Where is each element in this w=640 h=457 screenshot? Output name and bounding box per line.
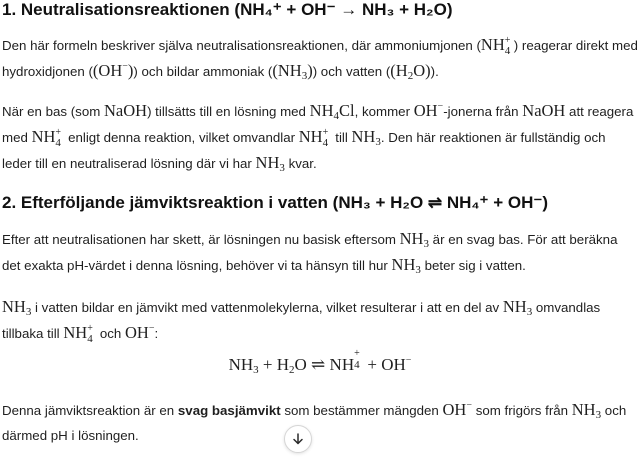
math-nh4cl: $NH_4Cl$ xyxy=(309,101,355,122)
math-ammonia: $NH_3$ xyxy=(351,127,381,148)
arrow-down-icon xyxy=(291,432,305,446)
math-ammonium: NH + 4 xyxy=(31,127,62,149)
math-naoh: NaOH xyxy=(103,101,148,120)
math-naoh: NaOH xyxy=(522,101,566,120)
section-heading-equilibrium: 2. Efterföljande jämviktsreaktion i vatten (NH₃ + H₂O ⇌ NH₄⁺ + OH⁻) xyxy=(2,193,548,212)
math-hydroxide: OH− xyxy=(413,101,444,120)
paragraph-neutralization-description: Den här formeln beskriver själva neutralisationsreaktionen, där ammoniumjonen (NH + 4 ) reagerar direkt med hydroxidjonen ((OH−)) och bildar ammoniak $((NH_3))$ och vatten $((H_2O))$. xyxy=(2,35,638,82)
paragraph-after-neutralization: Efter att neutralisationen har skett, är lösningen nu basisk eftersom $NH_3$ är en svag bas. För att beräkna det exakta pH-värdet i denna lösning, behöver vi ta hänsyn till hur $NH_3$ beter sig i vatten. xyxy=(2,229,618,276)
math-ammonia: $NH_3$ xyxy=(2,297,32,318)
equilibrium-equation: $NH_3 + H_2O$ ⇌ NH + 4 + OH− xyxy=(228,348,412,376)
paragraph-base-addition: När en bas (som NaOH) tillsätts till en lösning med $NH_4Cl$, kommer OH−-jonerna från NaOH att reagera med NH + 4 enligt denna reaktion, vilket omvandlar NH + 4 till $NH_3$. Den här reaktionen är fullständig och leder till en neutraliserad lösning där vi har $NH_3$ kvar. xyxy=(2,101,634,174)
math-hydroxide: (OH−) xyxy=(92,61,134,80)
scroll-to-bottom-button[interactable] xyxy=(284,425,312,453)
paragraph-weak-base-equilibrium: Denna jämviktsreaktion är en svag basjämvikt som bestämmer mängden OH− som frigörs från $NH_3$ och därmed pH i lösningen. xyxy=(2,400,627,443)
math-ammonia: $NH_3$ xyxy=(571,400,602,421)
math-ammonia: $(NH_3)$ xyxy=(272,61,313,82)
math-water: $(H_2O)$ xyxy=(390,61,431,82)
math-ammonia: $NH_3$ xyxy=(255,153,285,174)
math-ammonia: $NH_3$ xyxy=(399,229,429,250)
math-hydroxide: OH− xyxy=(125,323,155,342)
math-ammonium: NH + 4 xyxy=(480,35,511,57)
section-heading-neutralization: 1. Neutralisationsreaktionen (NH₄⁺ + OH⁻ → NH₃ + H₂O) xyxy=(2,0,453,19)
math-ammonium: NH + 4 xyxy=(298,127,329,149)
paragraph-ammonia-equilibrium: $NH_3$ i vatten bildar en jämvikt med vattenmolekylerna, vilket resulterar i att en del av $NH_3$ omvandlas tillbaka till NH + 4 och OH−: xyxy=(2,297,601,345)
math-hydroxide: OH− xyxy=(442,400,472,419)
math-ammonia: $NH_3$ xyxy=(391,255,421,276)
emphasis-weak-base: svag basjämvikt xyxy=(177,403,281,418)
math-ammonium: NH + 4 xyxy=(63,323,93,345)
math-ammonia: $NH_3$ xyxy=(502,297,533,318)
